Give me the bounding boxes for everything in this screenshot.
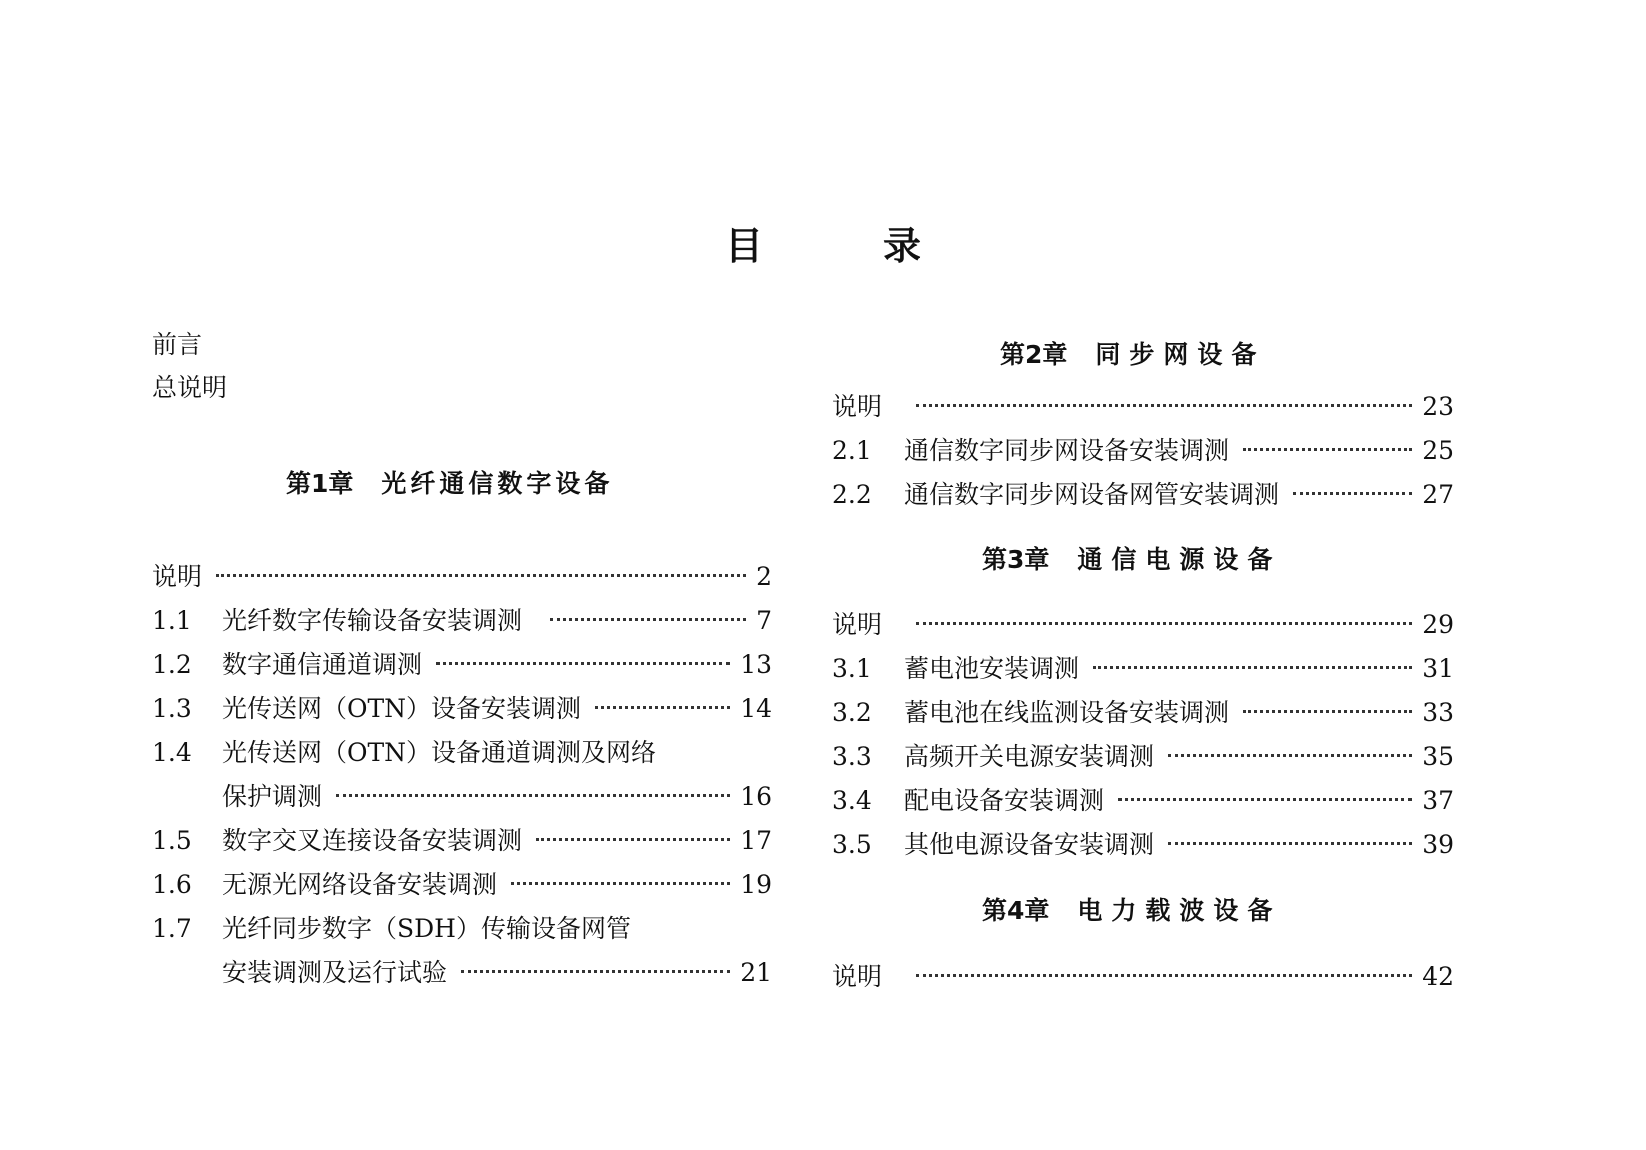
- entry-number: 1.4: [152, 738, 192, 767]
- chapter-3-number: 第3章: [982, 545, 1050, 574]
- toc-entry-1-2[interactable]: [152, 650, 772, 680]
- dot-leader: [595, 706, 730, 709]
- entry-page: 33: [1422, 698, 1454, 727]
- dot-leader: [1168, 842, 1412, 845]
- toc-entry-1-4-cont[interactable]: [152, 782, 772, 812]
- entry-label: 安装调测及运行试验: [222, 958, 448, 987]
- entry-page: 25: [1422, 436, 1454, 465]
- entry-label: 通信数字同步网设备网管安装调测: [904, 480, 1280, 509]
- entry-page: 19: [740, 870, 772, 899]
- dot-leader: [916, 974, 1412, 977]
- entry-page: 13: [740, 650, 772, 679]
- chapter-2-number: 第2章: [1000, 340, 1068, 369]
- toc-entry-1-5[interactable]: [152, 826, 772, 856]
- dot-leader: [216, 574, 746, 577]
- toc-entry-3-3[interactable]: [832, 742, 1454, 772]
- chapter-1-title: 光纤通信数字设备: [381, 469, 614, 498]
- toc-entry-ch1-notes[interactable]: [152, 562, 772, 592]
- entry-number: 3.3: [832, 742, 872, 771]
- entry-page: 14: [740, 694, 772, 723]
- entry-number: 2.1: [832, 436, 872, 465]
- chapter-2-heading: [1000, 340, 1265, 370]
- toc-entry-1-3[interactable]: [152, 694, 772, 724]
- entry-number: 说明: [832, 610, 883, 639]
- entry-label: 数字通信通道调测: [222, 650, 423, 679]
- entry-number: 3.5: [832, 830, 872, 859]
- toc-entry-3-5[interactable]: [832, 830, 1454, 860]
- entry-label: 其他电源设备安装调测: [904, 830, 1155, 859]
- entry-number: 3.1: [832, 654, 872, 683]
- entry-page: 16: [740, 782, 772, 811]
- general-notes-link[interactable]: 总说明: [152, 373, 228, 402]
- chapter-1-heading: [286, 469, 613, 499]
- dot-leader: [1168, 754, 1412, 757]
- entry-number: 3.4: [832, 786, 872, 815]
- entry-number: 1.7: [152, 914, 192, 943]
- entry-label: 配电设备安装调测: [904, 786, 1105, 815]
- chapter-4-number: 第4章: [982, 896, 1050, 925]
- chapter-2-title: 同步网设备: [1095, 340, 1266, 369]
- entry-label: 蓄电池安装调测: [904, 654, 1080, 683]
- toc-entry-1-4[interactable]: [152, 738, 772, 768]
- entry-label: 光纤同步数字（SDH）传输设备网管: [222, 914, 631, 943]
- entry-number: 3.2: [832, 698, 872, 727]
- entry-number: 说明: [832, 392, 883, 421]
- toc-entry-ch4-notes[interactable]: [832, 962, 1454, 992]
- dot-leader: [436, 662, 730, 665]
- dot-leader: [1293, 492, 1412, 495]
- toc-entry-3-1[interactable]: [832, 654, 1454, 684]
- dot-leader: [536, 838, 730, 841]
- toc-entry-2-2[interactable]: [832, 480, 1454, 510]
- toc-entry-2-1[interactable]: [832, 436, 1454, 466]
- dot-leader: [1093, 666, 1412, 669]
- dot-leader: [336, 794, 730, 797]
- entry-page: 23: [1422, 392, 1454, 421]
- entry-page: 2: [756, 562, 772, 591]
- entry-label: 高频开关电源安装调测: [904, 742, 1155, 771]
- entry-number: 说明: [832, 962, 883, 991]
- chapter-3-title: 通信电源设备: [1077, 545, 1282, 574]
- entry-page: 39: [1422, 830, 1454, 859]
- preface-link[interactable]: 前言: [152, 330, 203, 359]
- chapter-4-title: 电力载波设备: [1077, 896, 1282, 925]
- entry-page: 27: [1422, 480, 1454, 509]
- entry-page: 17: [740, 826, 772, 855]
- entry-label: 光传送网（OTN）设备安装调测: [222, 694, 582, 723]
- chapter-1-number: 第1章: [286, 469, 354, 498]
- chapter-3-heading: [982, 545, 1281, 575]
- toc-entry-3-2[interactable]: [832, 698, 1454, 728]
- entry-label: 数字交叉连接设备安装调测: [222, 826, 523, 855]
- toc-entry-1-7[interactable]: [152, 914, 772, 944]
- entry-label: 无源光网络设备安装调测: [222, 870, 498, 899]
- entry-number: 1.3: [152, 694, 192, 723]
- entry-page: 31: [1422, 654, 1454, 683]
- entry-page: 7: [756, 606, 772, 635]
- entry-number: 1.6: [152, 870, 192, 899]
- entry-page: 42: [1422, 962, 1454, 991]
- toc-entry-ch3-notes[interactable]: [832, 610, 1454, 640]
- entry-label: 光传送网（OTN）设备通道调测及网络: [222, 738, 657, 767]
- entry-number: 说明: [152, 562, 203, 591]
- dot-leader: [511, 882, 730, 885]
- toc-entry-ch2-notes[interactable]: [832, 392, 1454, 422]
- toc-entry-1-6[interactable]: [152, 870, 772, 900]
- entry-page: 37: [1422, 786, 1454, 815]
- dot-leader: [461, 970, 730, 973]
- entry-page: 29: [1422, 610, 1454, 639]
- entry-page: 21: [740, 958, 772, 987]
- entry-label: 蓄电池在线监测设备安装调测: [904, 698, 1230, 727]
- entry-number: 1.2: [152, 650, 192, 679]
- dot-leader: [916, 404, 1412, 407]
- toc-entry-1-1[interactable]: [152, 606, 772, 636]
- entry-label: 保护调测: [222, 782, 323, 811]
- entry-page: 35: [1422, 742, 1454, 771]
- dot-leader: [916, 622, 1412, 625]
- entry-label: 通信数字同步网设备安装调测: [904, 436, 1230, 465]
- entry-number: 1.5: [152, 826, 192, 855]
- toc-entry-1-7-cont[interactable]: [152, 958, 772, 988]
- entry-number: 1.1: [152, 606, 192, 635]
- entry-label: 光纤数字传输设备安装调测: [222, 606, 523, 635]
- toc-entry-3-4[interactable]: [832, 786, 1454, 816]
- dot-leader: [1243, 448, 1412, 451]
- dot-leader: [1243, 710, 1412, 713]
- chapter-4-heading: [982, 896, 1281, 926]
- dot-leader: [1118, 798, 1412, 801]
- page-title: 目录: [724, 224, 1041, 268]
- dot-leader: [550, 618, 746, 621]
- entry-number: 2.2: [832, 480, 872, 509]
